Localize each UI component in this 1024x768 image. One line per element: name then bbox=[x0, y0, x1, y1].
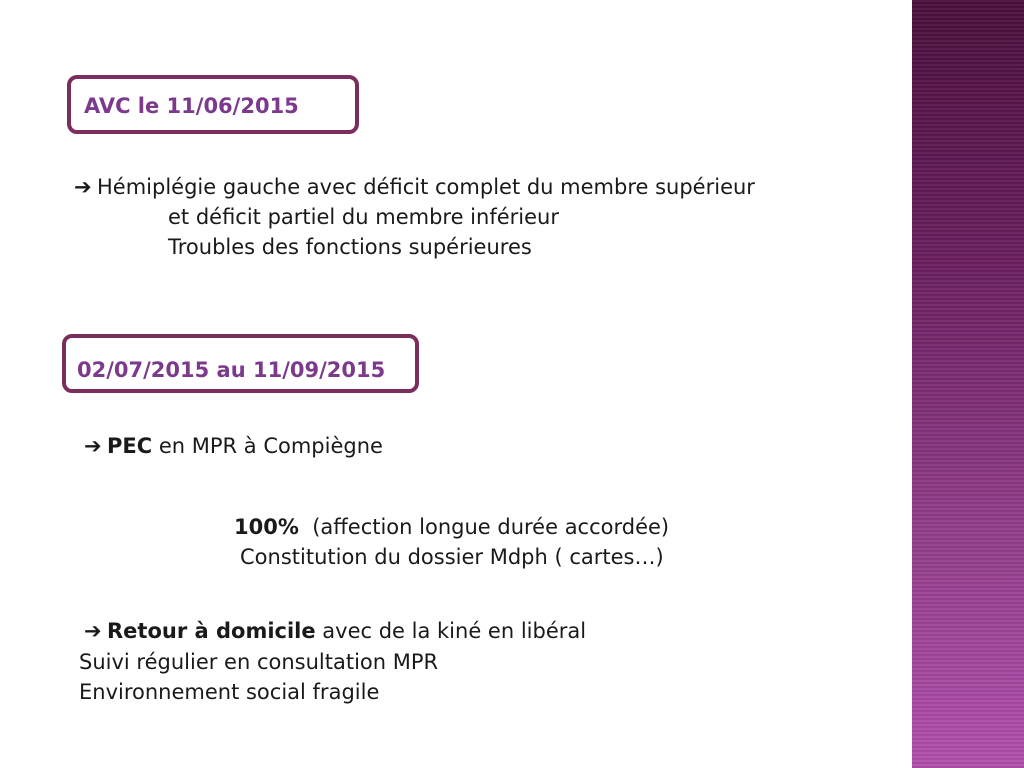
text-line-dossier: Constitution du dossier Mdph ( cartes…) bbox=[240, 545, 664, 569]
percent-bold-text: 100% bbox=[234, 515, 299, 539]
text-line-deficit-partiel: et déficit partiel du membre inférieur bbox=[168, 205, 559, 229]
date-box-avc bbox=[67, 75, 359, 134]
hemiplegie-text: Hémiplégie gauche avec déficit complet du membre supérieur bbox=[97, 175, 755, 199]
pec-rest-text: en MPR à Compiègne bbox=[152, 434, 383, 458]
date-box-period bbox=[62, 334, 419, 393]
retour-bold-text: Retour à domicile bbox=[107, 619, 316, 643]
text-line-environnement: Environnement social fragile bbox=[79, 680, 380, 704]
date-label-period: 02/07/2015 au 11/09/2015 bbox=[77, 358, 386, 382]
retour-rest-text: avec de la kiné en libéral bbox=[315, 619, 587, 643]
arrow-right-icon: ➔ bbox=[84, 434, 102, 458]
text-line-percent bbox=[234, 512, 669, 542]
text-line-troubles: Troubles des fonctions supérieures bbox=[168, 235, 532, 259]
text-line-hemiplegie bbox=[74, 172, 755, 202]
pec-bold-text: PEC bbox=[107, 434, 153, 458]
percent-rest-text: (affection longue durée accordée) bbox=[298, 515, 670, 539]
arrow-right-icon: ➔ bbox=[74, 175, 92, 199]
text-line-suivi: Suivi régulier en consultation MPR bbox=[79, 650, 439, 674]
text-line-pec bbox=[84, 431, 383, 461]
date-label-avc: AVC le 11/06/2015 bbox=[84, 94, 299, 118]
decorative-side-band bbox=[912, 0, 1024, 768]
text-line-retour bbox=[84, 616, 586, 646]
arrow-right-icon: ➔ bbox=[84, 619, 102, 643]
